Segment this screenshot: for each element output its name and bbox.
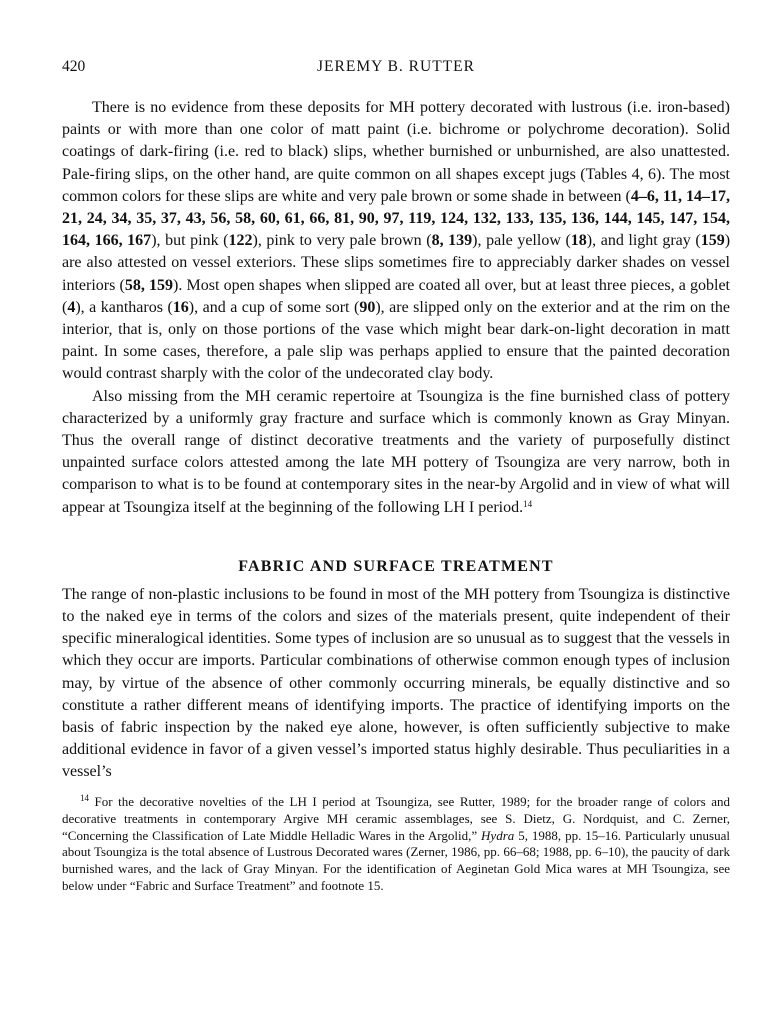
paragraph-slips — [62, 97, 730, 386]
footnote-marker: 14 — [80, 792, 89, 803]
text-run: ), and a cup of some sort ( — [188, 298, 360, 316]
text-run: For the decorative novelties of the LH I period at Tsoungiza, see Rutter, 1989; for the broader range of colors and decorative treatments in contemporary Argive MH ceramic assemblages, see S. Dietz, G. Nordquist, and C. Zerner, “Concerning the Classification of Late Middle Helladic Wares in the Argolid,” — [62, 793, 730, 843]
text-run: ). Most open shapes when slipped are coated all over, but at least three pieces, a goblet ( — [62, 276, 731, 316]
text-run: ), and light gray ( — [586, 232, 701, 250]
bold-run: 90 — [359, 298, 376, 316]
bold-run: 159 — [700, 232, 725, 250]
body-text — [62, 97, 730, 895]
bold-run: 8, 139 — [431, 232, 473, 250]
bold-run: 4–6, 11, 14–17, 21, 24, 34, 35, 37, 43, 56, 58, 60, 61, 66, 81, 90, 97, 119, 124, 132, 133, 135, 136, 144, 145, 147, 154, 164, 166, 167 — [62, 187, 730, 250]
bold-run: 4 — [67, 298, 76, 316]
paragraph-fabric — [62, 584, 730, 784]
page-header — [62, 58, 730, 80]
text-run: The range of non-plastic inclusions to be found in most of the MH pottery from Tsoungiza is distinctive to the naked eye in terms of the colors and sizes of the materials present, quite independent of their specific mineralogical identities. Some types of inclusion are so unusual as to suggest that the vessels in which they occur are imports. Particular combinations of otherwise common enough types of inclusion may, by virtue of the absence of other commonly occurring minerals, be equally distinctive and so constitute a rather different means of identifying imports. The practice of identifying imports on the basis of fabric inspection by the naked eye alone, however, is often sufficiently subjective to make additional evidence in favor of a given vessel’s imported status highly desirable. Thus peculiarities in a vessel’s — [62, 585, 730, 781]
italic-run: Hydra — [481, 827, 515, 843]
bold-run: 18 — [570, 232, 587, 250]
text-run: Also missing from the MH ceramic repertoire at Tsoungiza is the fine burnished class of pottery characterized by a uniformly gray fracture and surface which is commonly known as Gray Minyan. Thus the overall range of distinct decorative treatments and the variety of purposefully distinct unpainted surface colors attested among the late MH pottery of Tsoungiza are very narrow, both in comparison to what is to be found at contemporary sites in the near-by Argolid and in view of what will appear at Tsoungiza itself at the beginning of the following LH I period. — [62, 387, 730, 516]
footnote-14 — [62, 794, 730, 895]
paragraph-gray-minyan — [62, 386, 730, 519]
text-run: ), pale yellow ( — [472, 232, 571, 250]
text-run: ), a kantharos ( — [75, 298, 173, 316]
text-run: There is no evidence from these deposits for MH pottery decorated with lustrous (i.e. iron-based) paints or with more than one color of matt paint (i.e. bichrome or polychrome decoration). Solid coatings of dark-firing (i.e. red to black) slips, whether burnished or unburnished, are also unattested. Pale-firing slips, on the other hand, are quite common on all shapes except jugs (Tables 4, 6). The most common colors for these slips are white and very pale brown or some shade in between ( — [62, 99, 730, 205]
text-run: ) are also attested on vessel exteriors. These slips sometimes fire to appreciably darker shades on vessel interiors ( — [62, 232, 731, 294]
text-run: 5, 1988, pp. 15–16. Particularly unusual about Tsoungiza is the total absence of Lustrous Decorated wares (Zerner, 1986, pp. 66–68; 1988, pp. 6–10), the paucity of dark burnished wares, and the lack of Gray Minyan. For the identification of Aeginetan Gold Mica wares at MH Tsoungiza, see below under “Fabric and Surface Treatment” and footnote 15. — [62, 827, 730, 894]
footnote-marker: 14 — [523, 498, 533, 509]
bold-run: 58, 159 — [124, 276, 173, 294]
section-heading: FABRIC AND SURFACE TREATMENT — [238, 557, 554, 575]
text-run: ), but pink ( — [151, 232, 229, 250]
page-number: 420 — [62, 58, 86, 75]
running-head: JEREMY B. RUTTER — [317, 58, 475, 75]
bold-run: 122 — [228, 232, 253, 250]
bold-run: 16 — [172, 298, 189, 316]
text-run: ), are slipped only on the exterior and at the rim on the interior, that is, only on those portions of the vase which might bear dark-on-light decoration in matt paint. In some cases, therefore, a pale slip was perhaps applied to ensure that the painted decoration would contrast sharply with the color of the undecorated clay body. — [62, 298, 731, 383]
text-run: ), pink to very pale brown ( — [252, 232, 432, 250]
